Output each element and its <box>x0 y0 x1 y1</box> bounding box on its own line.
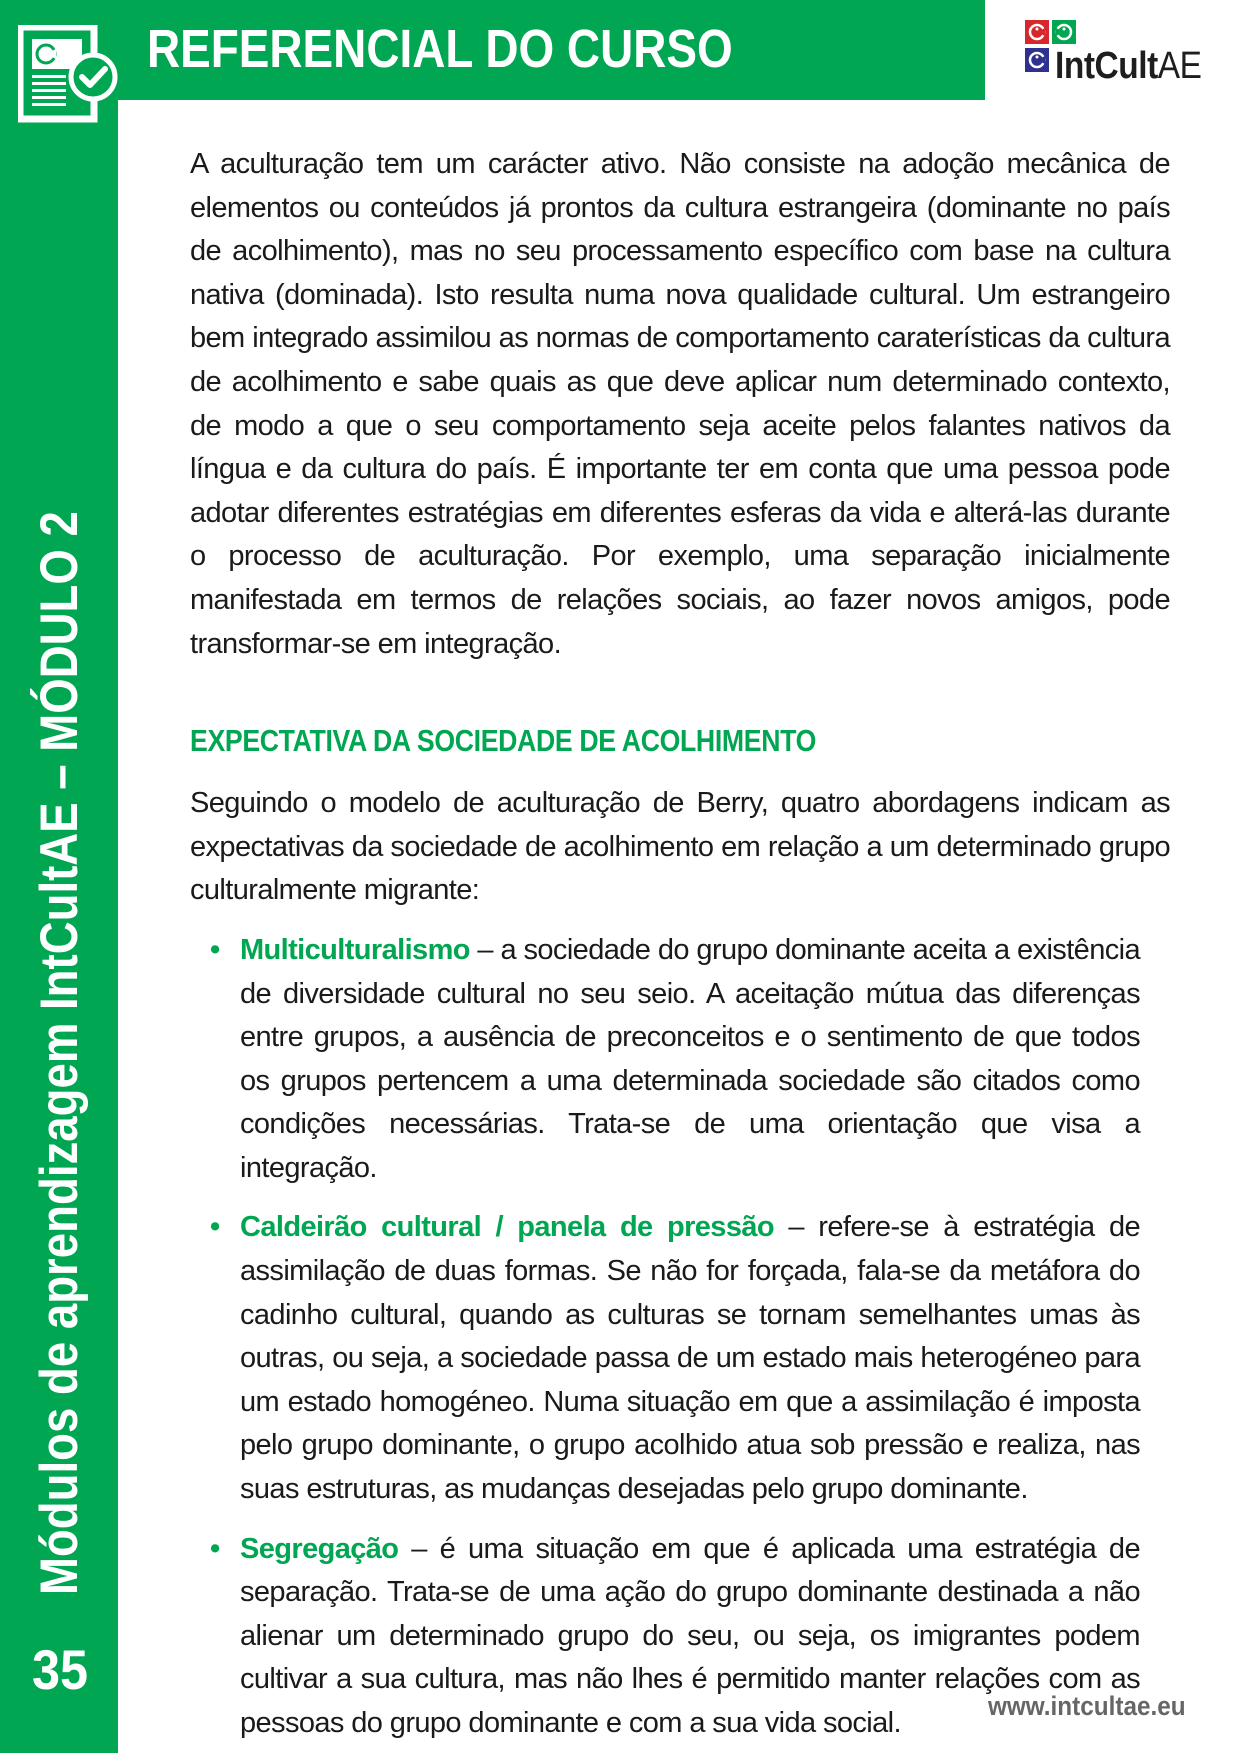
bullet-term: Multiculturalismo <box>240 933 470 966</box>
section-heading: EXPECTATIVA DA SOCIEDADE DE ACOLHIMENTO <box>190 723 816 759</box>
bullet-icon: • <box>210 1532 220 1565</box>
bullet-term: Segregação <box>240 1532 399 1565</box>
document-check-icon <box>18 25 118 125</box>
bullet-text: – refere-se à estratégia de assimilação de duas formas. Se não for forçada, fala-se da metáfora do cadinho cultural, quando as culturas se tornam semelhantes umas às outras, ou seja, a sociedade passa de um estado mais heterogéneo para um estado homogéneo. Numa situação em que a assimilação é imposta pelo grupo dominante, o grupo acolhido atua sob pressão e realiza, nas suas estruturas, as mudanças desejadas pelo grupo dominante. <box>240 1211 1141 1506</box>
list-item <box>170 929 1140 1191</box>
section-intro-paragraph: Seguindo o modelo de aculturação de Berry, quatro abordagens indicam as expectativas da sociedade de acolhimento em relação a um determinado grupo culturalmente migrante: <box>190 787 1170 907</box>
logo-text-light: AE <box>1157 45 1202 87</box>
logo-face-red-icon <box>1025 20 1049 44</box>
logo-face-blue-icon <box>1025 48 1049 72</box>
page-number: 35 <box>31 1638 89 1701</box>
main-content <box>190 143 1170 1762</box>
bullet-text: – a sociedade do grupo dominante aceita a existência de diversidade cultural no seu seio. A aceitação mútua das diferenças entre grupos, a ausência de preconceitos e o sentimento de que todos os grupos pertencem a uma determinada sociedade são citados como condições necessárias. Trata-se de uma orientação que visa a integração. <box>240 933 1140 1184</box>
page-title: REFERENCIAL DO CURSO <box>147 19 733 79</box>
logo-face-green-icon <box>1052 20 1076 44</box>
bullet-icon: • <box>210 933 220 966</box>
module-label-text: Módulos de aprendizagem IntCultAE – MÓDULO 2 <box>30 511 89 1595</box>
list-item <box>170 1206 1140 1511</box>
logo-wordmark <box>1055 46 1202 86</box>
bullet-icon: • <box>210 1211 220 1244</box>
website-link[interactable]: www.intcultae.eu <box>988 1691 1186 1721</box>
bullet-term: Caldeirão cultural / panela de pressão <box>240 1211 774 1244</box>
approaches-list <box>190 929 1140 1746</box>
module-vertical-label <box>28 335 92 1595</box>
logo-text-bold: IntCult <box>1055 45 1158 87</box>
intcultae-logo <box>1025 20 1215 90</box>
intro-paragraph: A aculturação tem um carácter ativo. Não consiste na adoção mecânica de elementos ou conteúdos já prontos da cultura estrangeira (dominante no país de acolhimento), mas no seu processamento específico com base na cultura nativa (dominada). Isto resulta numa nova qualidade cultural. Um estrangeiro bem integrado assimilou as normas de comportamento caraterísticas da cultura de acolhimento e sabe quais as que deve aplicar num determinado contexto, de modo a que o seu comportamento seja aceite pelos falantes nativos da língua e da cultura do país. É importante ter em conta que uma pessoa pode adotar diferentes estratégias em diferentes esferas da vida e alterá-las durante o processo de aculturação. Por exemplo, uma separação inicialmente manifestada em termos de relações sociais, ao fazer novos amigos, pode transformar-se em integração. <box>190 148 1170 660</box>
bullet-text: – é uma situação em que é aplicada uma estratégia de separação. Trata-se de uma ação do grupo dominante destinada a não alienar um determinado grupo do seu, ou seja, os imigrantes podem cultivar a sua cultura, mas não lhes é permitido manter relações com as pessoas do grupo dominante e com a sua vida social. <box>240 1532 1140 1739</box>
